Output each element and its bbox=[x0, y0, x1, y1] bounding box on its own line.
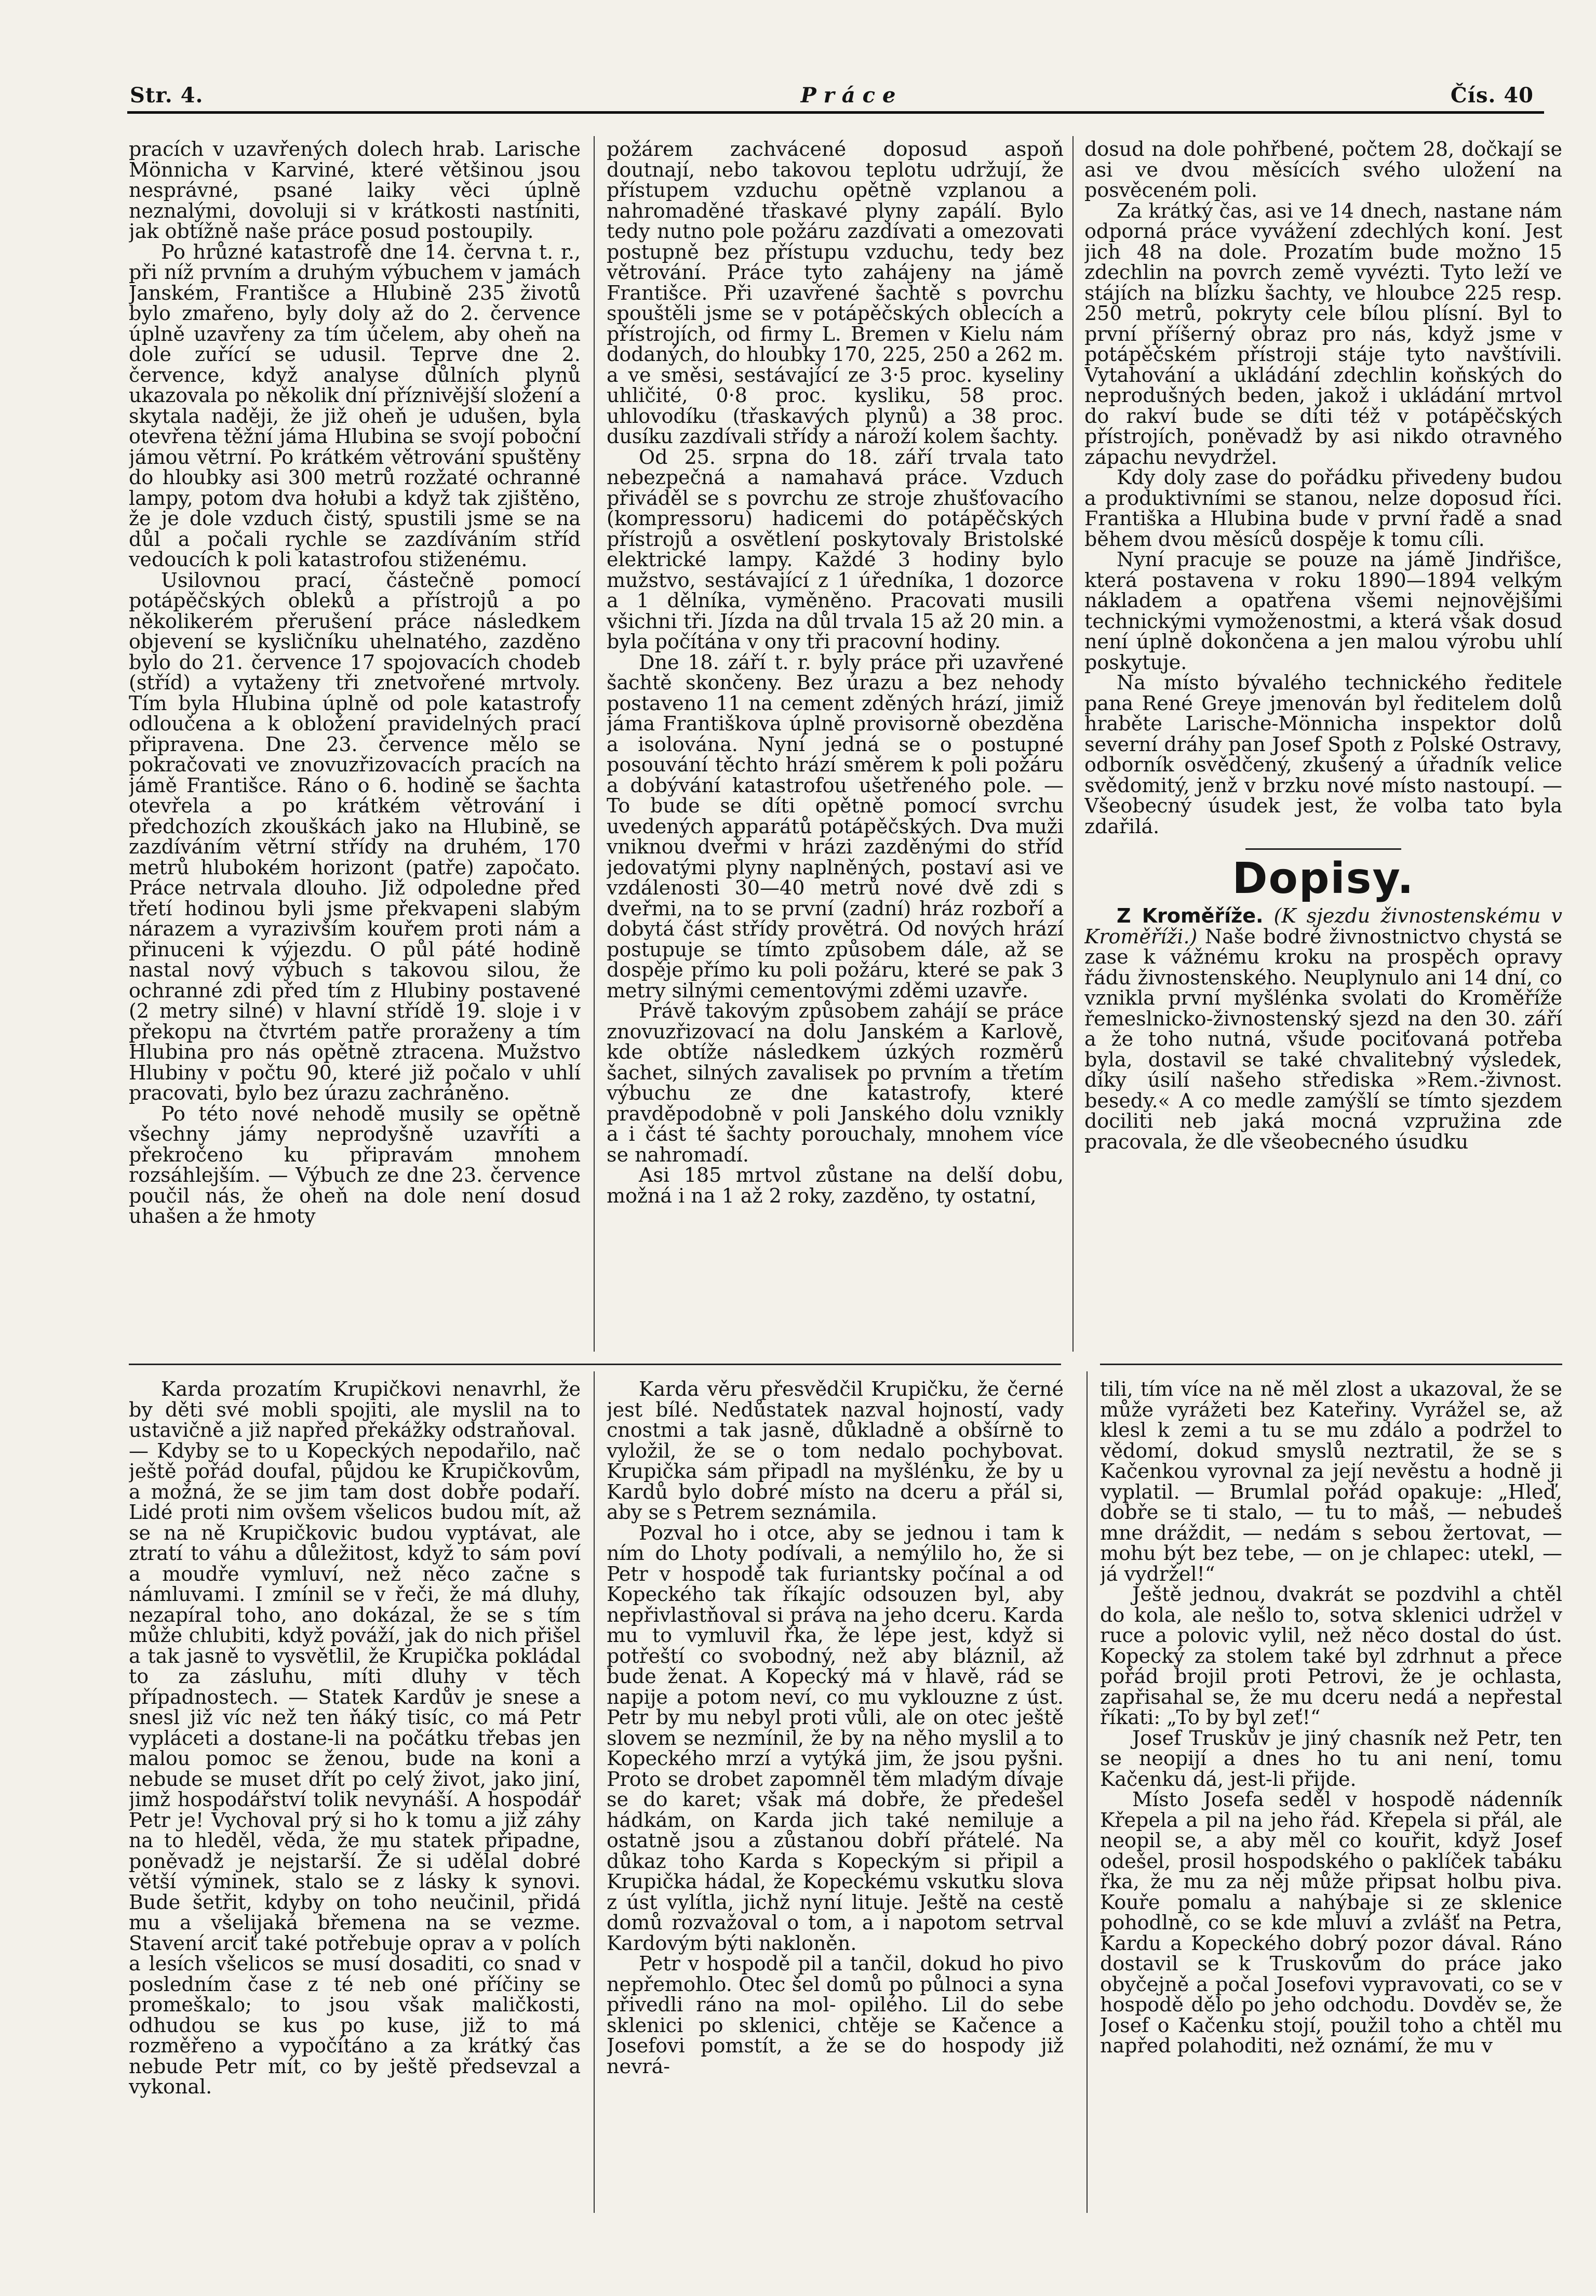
masthead-title: Práce bbox=[800, 83, 903, 108]
issue-number: Čís. 40 bbox=[1450, 83, 1534, 108]
letter-paragraph bbox=[1084, 906, 1562, 1152]
feuilleton-column-1 bbox=[129, 1379, 581, 2210]
feuilleton-divider-rule bbox=[129, 1364, 1061, 1365]
column-divider bbox=[594, 136, 595, 1352]
feuilleton-paragraph: Místo Josefa seděl v hospodě nádenník Křepela a pil na jeho řád. Křepela si přál, ale neopil se, a aby měl co kouřit, když Josef odešel, prosil hospodského o paklíček tabáku řka, že mu za něj může připsat holbu piva. Kouře pomalu a nahýbaje si ze sklenice pohodlně, co se kde mluví a zvlášť na Petra, Kardu a Kopeckého dobrý pozor dával. Ráno dostavil se k Truskovům do práce jako obyčejně a počal Josefovi vypravovati, co se v hospodě dělo po jeho odchodu. Dovděv se, že Josef o Kačenku stojí, použil toho a chtěl mu napřed polahoditi, než oznámí, že mu v bbox=[1100, 1788, 1562, 2057]
article-paragraph: Na místo bývalého technického ředitele pana René Greye jmenován byl ředitelem dolů hraběte Larische-Mönnicha inspektor dolů severní dráhy pan Josef Spoth z Polské Ostravy, odborník osvědčený, zkušený a úřadník velice svědomitý, jenž v brzku nové místo nastoupí. — Všeobecný úsudek jest, že volba tato byla zdařilá. bbox=[1084, 671, 1562, 838]
article-paragraph: požárem zachvácené doposud aspoň doutnají, nebo takovou teplotu udržují, že přístupem vzduchu opětně vzplanou a nahromaděné třaskavé plyny zapálí. Bylo tedy nutno pole požáru zazdívati a omezovati postupně bez přístupu vzduchu, tedy bez větrování. Práce tyto zahájeny na jámě Františce. Při uzavřené šachtě s povrchu spouštěli jsme se v potápěčských oblecích a přístrojích, od firmy L. Bremen v Kielu nám dodaných, do hloubky 170, 225, 250 a 262 m. a ve směsi, sestávající ze 3·5 proc. kyseliny uhličité, 0·8 proc. kysliku, 58 proc. uhlovodíku (třaskavých plynů) a 38 proc. dusíku zazdívali střídy a nároží kolem šachty. bbox=[607, 139, 1064, 448]
article-paragraph: pracích v uzavřených dolech hrab. Larische Mönnicha v Karviné, které většinou jsou nesprávné, psané laiky věci úplně neznalými, dovoluji si v krátkosti nastíniti, jak obtížně naše práce posud postoupily. bbox=[129, 139, 581, 243]
article-paragraph: dosud na dole pohřbené, počtem 28, dočkají se asi ve dvou měsících svého uložení na posvěceném poli. bbox=[1084, 139, 1562, 202]
feuilleton-paragraph: Josef Truskův je jiný chasník než Petr, ten se neopijí a dnes ho tu ani není, tomu Kačenku dá, jest-li přijde. bbox=[1100, 1726, 1562, 1791]
page-number: Str. 4. bbox=[130, 83, 204, 108]
letter-text: Naše bodré živnostnictvo chystá se zase k vážnému kroku na prospěch opravy řádu živnostenského. Neuplynulo ani 14 dní, co vznikla první myšlénka svolati do Kroměříže řemeslnicko-živnostenský sjezd na den 30. září a že toho nutná, všude pociťovaná potřeba byla, dostavil se také chvalitebný výsledek, díky úsilí našeho střediska »Rem.-živnost. besedy.« A co medle zamýšlí se tímto sjezdem dociliti neb jaká mocná vzpružina zde pracovala, že dle všeobecného úsudku bbox=[1084, 925, 1562, 1153]
article-paragraph: Za krátký čas, asi ve 14 dnech, nastane nám odporná práce vyvážení zdechlých koní. Jest jich 48 na dole. Prozatím bude možno 15 zdechlin na povrch země vyvézti. Tyto leží ve stájích na blízku šachty, ve hloubce 225 resp. 250 metrů, pokryty cele bílou plísní. Byl to první příšerný obraz pro nás, když jsme v potápěčském přístroji stáje tyto navštívili. Vytahování a ukládání zdechlin koňských do neprodušných beden, jakož i ukládání mrtvol do rakví bude se díti též v potápěčských přístrojích, poněvadž by asi nikdo otravného zápachu nevydržel. bbox=[1084, 199, 1562, 469]
article-column-3 bbox=[1084, 139, 1562, 1350]
article-paragraph: Od 25. srpna do 18. září trvala tato nebezpečná a namahavá práce. Vzduch přiváděl se s povrchu ze stroje zhušťovacího (kompressoru) hadicemi do potápěčských přístrojů a osvětlení poskytovaly Bristolské elektrické lampy. Každé 3 hodiny bylo mužstvo, sestávající z 1 úředníka, 1 dozorce a 1 dělníka, vyměněno. Pracovati musili všichni tři. Jízda na důl trvala 15 až 20 min. a byla počítána v ony tři pracovní hodiny. bbox=[607, 445, 1064, 653]
article-paragraph: Po této nové nehodě musily se opětně všechny jámy neprodyšně uzavříti a překročeno ku připravám mnohem rozsáhlejším. — Výbuch ze dne 23. července poučil nás, že oheň na dole není dosud uhašen a že hmoty bbox=[129, 1102, 581, 1227]
column-divider bbox=[1072, 136, 1074, 1352]
article-column-2 bbox=[607, 139, 1064, 1350]
article-paragraph: Právě takovým způsobem zahájí se práce znovuzřizovací na dolu Janském a Karlově, kde obtíže následkem úzkých rozměrů šachet, silných zavalisek po prvním a třetím výbuchu ze dne katastrofy, které pravděpodobně v poli Janského dolu vznikly a i část té šachty porouchaly, mnohem více se nahromadí. bbox=[607, 999, 1064, 1166]
feuilleton-paragraph: Ještě jednou, dvakrát se pozdvihl a chtěl do kola, ale nešlo to, sotva sklenici udržel v ruce a polovic vylil, než něco dostal do úst. Kopecký za stolem také byl zdrhnut a přece pořád brojil proti Petrovi, že je ochlasta, zapřisahal se, že mu dceru nedá a nepřestal říkati: „To by byl zeť!“ bbox=[1100, 1583, 1562, 1729]
article-column-1 bbox=[129, 139, 581, 1350]
feuilleton-paragraph: Pozval ho i otce, aby se jednou i tam k ním do Lhoty podívali, a nemýlilo ho, že si Petr v hospodě tak furiantsky počínal a od Kopeckého tak říkajíc odsouzen byl, aby nepřivlastňoval si práva na jeho dceru. Karda mu to vymluvil řka, že lépe jest, když si potřeští co svobodný, než aby bláznil, až bude ženat. A Kopecký má v hlavě, rád se napije a potom neví, co mu vyklouzne z úst. Petr by mu nebyl proti vůli, ale on otec ještě slovem se nezmínil, že by na něho myslil a to Kopeckého mrzí a vytýká jim, že jsou pyšni. Proto se drobet zapomněl těm mladým dívaje se do karet; však má dobře, že předešel hádkám, on Karda jich také nemiluje a ostatně jsou a zůstanou dobří přátelé. Na důkaz toho Karda s Kopeckým si připil a Krupička hádal, že Kopeckému vskutku slova z úst vylítla, jichž nyní lituje. Ještě na cestě domů rozvažoval o tom, a i napotom setrval Kardovým býti nakloněn. bbox=[607, 1521, 1064, 1955]
article-paragraph: Usilovnou prací, částečně pomocí potápěčských obleků a přístrojů a po několikerém přerušení práce následkem objevení se kysličníku uhelnatého, zazděno bylo do 21. července 17 spojovacích chodeb (stříd) a vytaženy tři znetvořené mrtvoly. Tím byla Hlubina úplně od pole katastrofy odloučena a k obložení pravidelných prací připravena. Dne 23. července mělo se pokračovati ve znovuzřizovacích pracích na jámě Františce. Ráno o 6. hodině se šachta otevřela a po krátkém větrování i předchozích zkouškách jako na Hlubině, se zazdíváním větrní střídy na druhém, 170 metrů hlubokém horizont (patře) započato. Práce netrvala dlouho. Již odpoledne před třetí hodinou byli jsme překvapeni slabým nárazem a vyrazivším kouřem proti nám a přinuceni k výjezdu. O půl páté hodině nastal nový výbuch s takovou silou, že ochranné zdi před tím z Hlubiny postavené (2 metry silné) v hlavní střídě 19. sloje i v překopu na čtvrtém patře proraženy a tím Hlubina pro nás opětně ztracena. Mužstvo Hlubiny v počtu 90, které již počalo v uhlí pracovati, bylo bez úrazu zachráněno. bbox=[129, 568, 581, 1104]
feuilleton-paragraph: Petr v hospodě pil a tančil, dokud ho pivo nepřemohlo. Otec šel domů po půlnoci a syna přivedli ráno na mol- opilého. Lil do sebe sklenici po sklenici, chtěje se Kačence a Josefovi pomstít, a že se do hospody již nevrá- bbox=[607, 1952, 1064, 2078]
feuilleton-column-3 bbox=[1100, 1379, 1562, 2210]
feuilleton-paragraph: Karda prozatím Krupičkovi nenavrhl, že by děti své mobli spojiti, ale myslil na to ustavičně a již napřed překážky odstraňoval. bbox=[129, 1379, 581, 1441]
section-heading-dopisy: Dopisy. bbox=[1232, 854, 1415, 903]
article-paragraph: Nyní pracuje se pouze na jámě Jindřišce, která postavena v roku 1890—1894 velkým nákladem a opatřena všemi nejnovějšími technickými vymoženostmi, a která však dosud není úplně dokončena a jen malou výrobu uhlí poskytuje. bbox=[1084, 548, 1562, 674]
column-divider bbox=[594, 1371, 595, 2213]
feuilleton-paragraph: Karda věru přesvědčil Krupičku, že černé jest bílé. Nedůstatek nazval hojností, vady cnostmi a tak jasně, důkladně a obšírně to vyložil, že se o tom nedalo pochybovat. Krupička sám připadl na myšlénku, že by u Kardů bylo dobré místo na dceru a přál si, aby se s Petrem seznámila. bbox=[607, 1379, 1064, 1524]
section-separator bbox=[1245, 848, 1401, 850]
article-paragraph: Kdy doly zase do pořádku přivedeny budou a produktivními se stanou, nelze doposud říci. Františka a Hlubina bude v první řadě a snad během dvou měsíců dospěje k tomu cíli. bbox=[1084, 466, 1562, 551]
article-paragraph: Dne 18. září t. r. byly práce při uzavřené šachtě skončeny. Bez úrazu a bez nehody postaveno 11 na cement zděných hrází, jimiž jáma Františkova úplně provisorně obezděna a isolována. Nyní jedná se o postupné posouvání těchto hrází směrem k poli požáru a dobývání katastrofou ušetřeného pole. — To bude se díti opětně pomocí svrchu uvedených apparátů potápěčských. Dva muži vniknou dveřmi v hrázi zazděnými do stříd jedovatými plyny naplněných, postaví asi ve vzdálenosti 30—40 metrů nové dvě zdi s dveřmi, na to se první (zadní) hráz rozboří a dobytá část střídy provětrá. Od nových hrází postupuje se tímto způsobem dále, až se dospěje přímo ku poli požáru, které se pak 3 metry silnými cementovými zděmi uzavře. bbox=[607, 650, 1064, 1002]
letter-place: Z Kroměříže. bbox=[1117, 904, 1264, 927]
article-paragraph: Po hrůzné katastrofě dne 14. června t. r., při níž prvním a druhým výbuchem v jamách Janském, Františce a Hlubině 235 životů bylo zmařeno, byly doly až do 2. července úplně uzavřeny za tím účelem, aby oheň na dole zuřící se udusil. Teprve dne 2. července, když analyse důlních plynů ukazovala po několik dní příznivější složení a skytala naději, že již oheň je udušen, byla otevřena těžní jáma Hlubina se svojí poboční jámou větrní. Po krátkém větrování spuštěny do hloubky asi 300 metrů rozžaté ochranné lampy, potom dva hołubi a když tak zjištěno, že je dole vzduch čistý, spustili jsme se na důl a počali rychle se zazdíváním stříd vedoucích k poli katastrofou stiženému. bbox=[129, 240, 581, 571]
feuilleton-divider-rule bbox=[1100, 1364, 1562, 1365]
article-paragraph: Asi 185 mrtvol zůstane na delší dobu, možná i na 1 až 2 roky, zazděno, ty ostatní, bbox=[607, 1164, 1064, 1207]
feuilleton-paragraph: tili, tím více na ně měl zlost a ukazoval, že se může vyrážeti bez Kateřiny. Vyrážel se, až klesl k zemi a tu se mu zdálo a podržel to vědomí, dokud smyslů neztratil, že se s Kačenkou vyrovnal za její nevěstu a hodně ji vyplatil. — Brumlal pořád opakuje: „Hleď, dobře se ti stalo, — tu to máš, — nebudeš mne dráždit, — nedám s sebou žertovat, — mohu být bez tebe, — on je chlapec: utekl, — já vydržel!“ bbox=[1100, 1379, 1562, 1585]
header-rule bbox=[127, 111, 1544, 114]
letter-subtitle: (K sjezdu živnostenskému v Kroměříži.) bbox=[1084, 904, 1562, 948]
feuilleton-column-2 bbox=[607, 1379, 1064, 2210]
feuilleton-paragraph: — Kdyby se to u Kopeckých nepodařilo, nač ještě pořád doufal, půjdou ke Krupičkovům, a možná, že se jim tam dost dobře podaří. Lidé proti nim ovšem všelicos budou mít, až se na ně Krupičkovic budou vyptávat, ale ztratí to váhu a důležitost, když to sám poví a moudře vymluví, než něco začne s námluvami. I zmínil se v řeči, že má dluhy, nezapíral toho, ano dokázal, že se s tím může chlubiti, když pováží, jak do nich přišel a tak jasně to vysvětlil, že Krupička pokládal to za zásluhu, míti dluhy v těch případnostech. — Statek Kardův je snese a snesl již víc než ten ňáký tisíc, co má Petr vypláceti a dostane-li na počátku třebas jen malou pomoc se ženou, bude na koni a nebude se muset dřít po celý život, jako jiní, jimž hospodářství tolik nevynáší. A hospodář Petr je! Vychoval prý si ho k tomu a již záhy na to hleděl, věda, že mu statek připadne, poněvadž je nejstarší. Že si udělal dobré větší výminek, stalo se z lásky k synovi. Bude šetřit, kdyby on toho neučinil, přidá mu a všelijaká břemena na se vezme. Stavení arciť také potřebuje oprav a v polích a lesích všelicos se musí dosaditi, co snad v posledním čase z té neb oné příčiny se promeškalo; to jsou však maličkosti, odhudou se kus po kuse, již to má rozměřeno a vypočítáno a za krátký čas nebude Petr mít, co by ještě předsevzal a vykonal. bbox=[129, 1439, 581, 2098]
column-divider bbox=[1087, 1371, 1088, 2213]
